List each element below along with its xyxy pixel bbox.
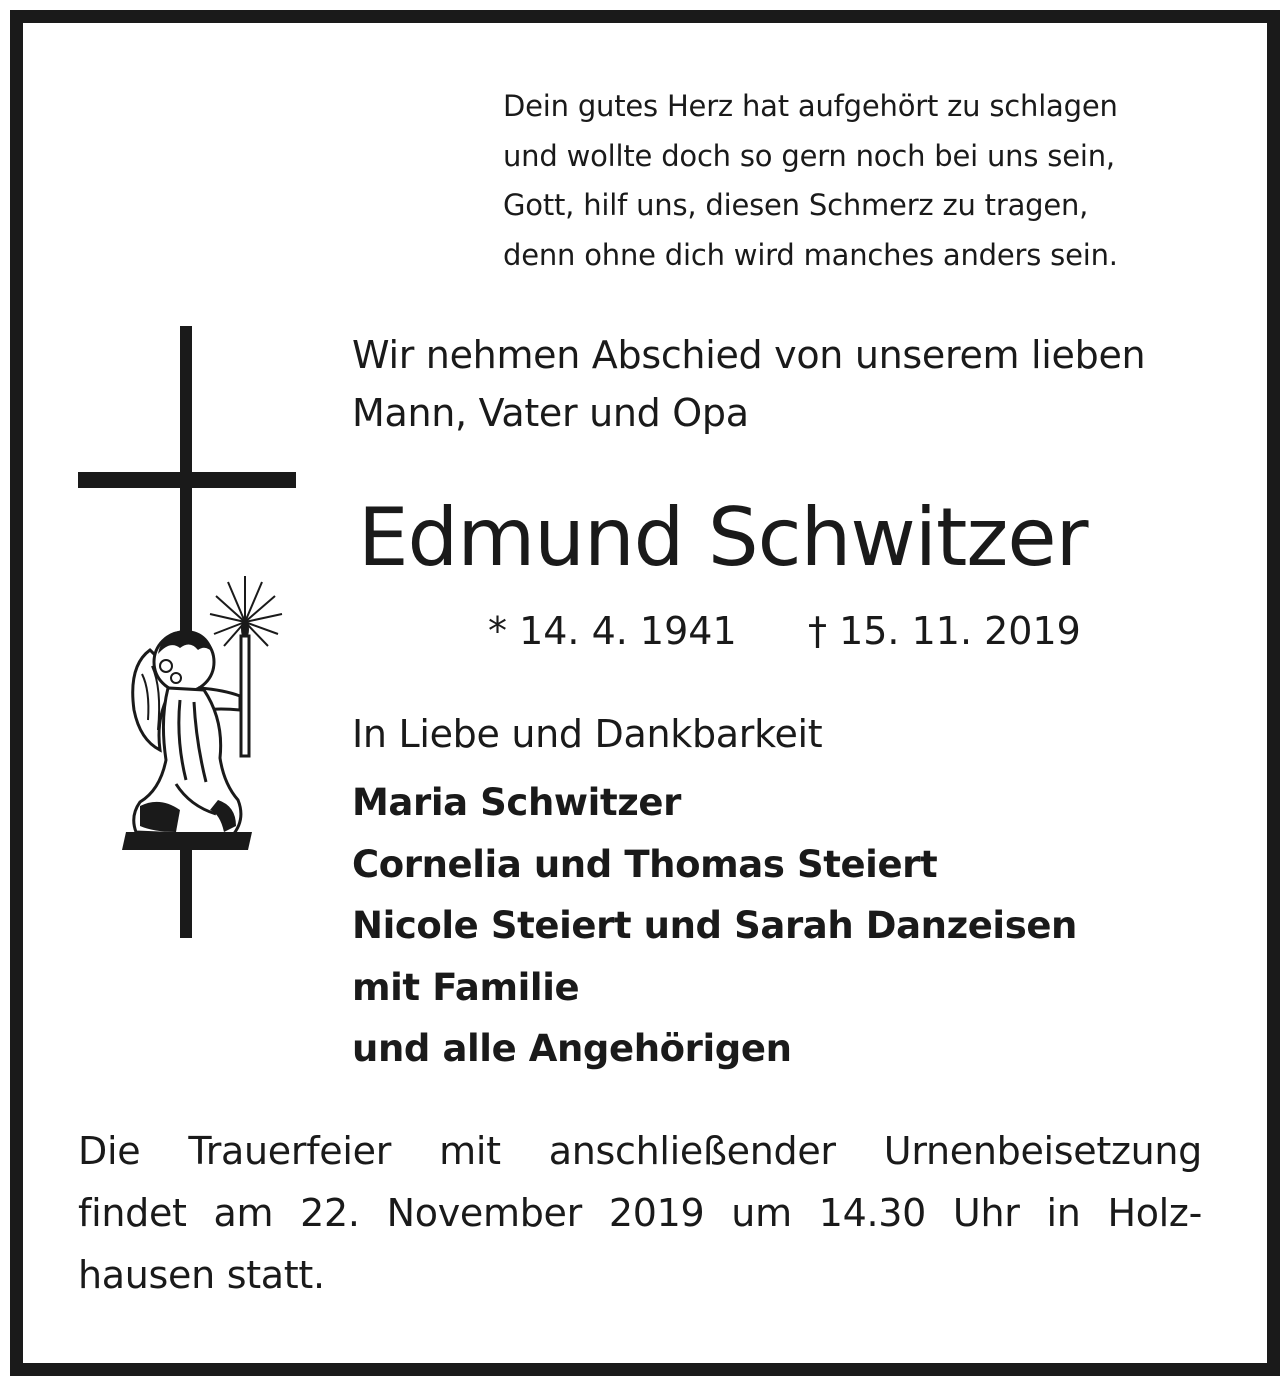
praying-angel-with-candle-icon — [120, 570, 300, 860]
poem-line: Dein gutes Herz hat aufgehört zu schlagen — [503, 89, 1118, 123]
poem-line: denn ohne dich wird manches anders sein. — [503, 237, 1118, 272]
mourner-line: Cornelia und Thomas Steiert — [352, 842, 938, 886]
birth-date: * 14. 4. 1941 — [488, 609, 737, 653]
poem-line: und wollte doch so gern noch bei uns sein, — [503, 138, 1115, 173]
notice-line: hausen statt. — [78, 1253, 325, 1297]
notice-line: findet am 22. November 2019 um 14.30 Uhr in Holz- — [78, 1191, 1202, 1235]
mourners-intro: In Liebe und Dankbarkeit — [352, 712, 823, 756]
mourner-line: und alle Angehörigen — [352, 1027, 792, 1070]
mourner-line: mit Familie — [352, 965, 580, 1009]
death-date: † 15. 11. 2019 — [808, 609, 1081, 653]
mourner-line: Maria Schwitzer — [352, 781, 681, 824]
mourners-list — [352, 772, 1232, 1080]
farewell-intro — [352, 326, 1232, 442]
cross-horizontal-beam — [78, 472, 296, 488]
deceased-name: Edmund Schwitzer — [358, 491, 1088, 584]
intro-line: Wir nehmen Abschied von unserem lieben — [352, 333, 1146, 377]
funeral-notice — [78, 1120, 1202, 1306]
notice-line: Die Trauerfeier mit anschließender Urnenbeisetzung — [78, 1129, 1202, 1173]
memorial-poem — [503, 82, 1223, 280]
intro-line: Mann, Vater und Opa — [352, 391, 749, 435]
poem-line: Gott, hilf uns, diesen Schmerz zu tragen, — [503, 188, 1089, 222]
mourner-line: Nicole Steiert und Sarah Danzeisen — [352, 904, 1077, 947]
